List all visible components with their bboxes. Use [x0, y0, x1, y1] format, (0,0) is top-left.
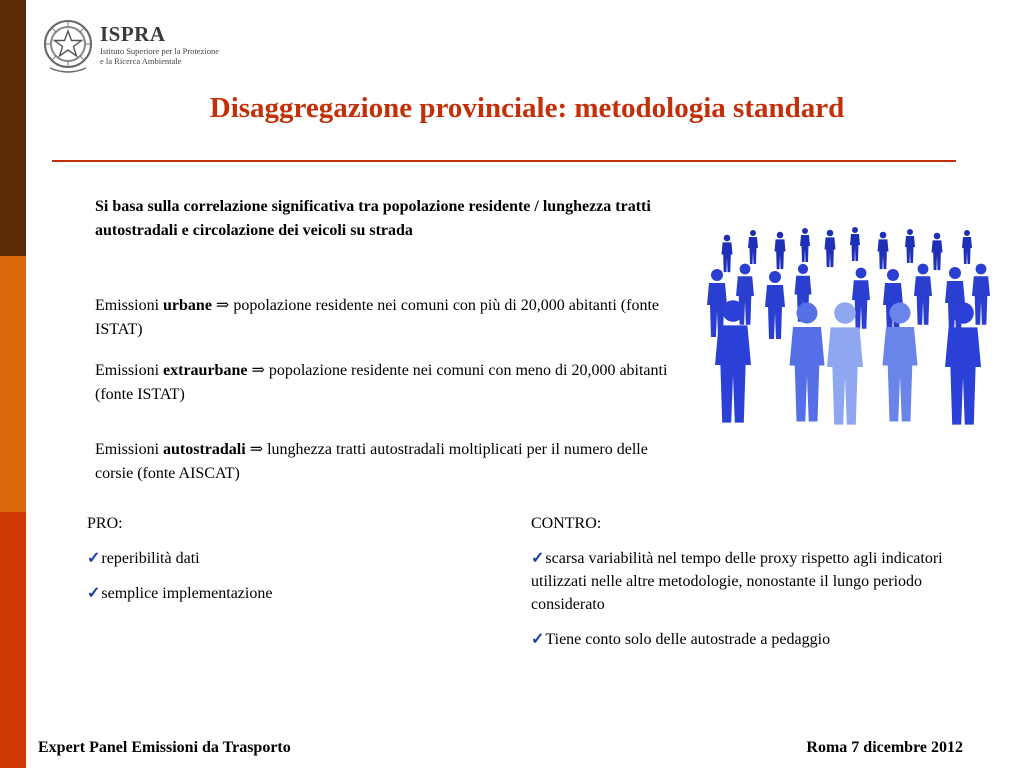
pro-column — [87, 512, 487, 617]
pro-label: PRO: — [87, 515, 123, 532]
pro-item — [87, 547, 487, 570]
crowd-front-row — [715, 300, 981, 424]
logo-subtitle-line1: Istituto Superiore per la Protezione — [100, 46, 219, 56]
footer-left-text: Expert Panel Emissioni da Trasporto — [38, 739, 291, 756]
contro-label: CONTRO: — [531, 515, 602, 532]
contro-item-text: scarsa variabilità nel tempo delle proxy rispetto agli indicatori utilizzati nelle altre metodologie, nonostante il lungo periodo considerato — [531, 550, 943, 613]
crowd-back-row — [722, 227, 973, 272]
sidebar-band-middle — [0, 256, 26, 512]
intro-text: Si basa sulla correlazione significativa tra popolazione residente / lunghezza tratti autostradali e circolazione dei veicoli su strada — [95, 198, 651, 239]
paragraph-keyword: autostradali — [163, 441, 246, 458]
implies-arrow: ⇒ — [211, 297, 234, 314]
italian-republic-emblem-icon — [42, 18, 94, 74]
sidebar-band-bottom — [0, 512, 26, 768]
contro-item — [531, 547, 971, 616]
paragraph-autostradali — [95, 438, 690, 486]
paragraph-prefix: Emissioni — [95, 441, 164, 458]
contro-item-text: Tiene conto solo delle autostrade a pedaggio — [545, 631, 831, 648]
paragraph-text: lunghezza tratti autostradali moltiplicati per il numero delle corsie (fonte AISCAT) — [95, 441, 648, 482]
check-icon: ✓ — [531, 631, 545, 648]
paragraph-keyword: extraurbane — [163, 362, 248, 379]
paragraph-keyword: urbane — [163, 297, 212, 314]
ispra-logo — [42, 18, 242, 76]
contro-column — [531, 512, 971, 663]
pro-item — [87, 582, 487, 605]
pro-item-text: semplice implementazione — [101, 585, 273, 602]
check-icon: ✓ — [531, 550, 545, 567]
footer-right-text: Roma 7 dicembre 2012 — [806, 739, 963, 756]
contro-item — [531, 628, 971, 651]
crowd-silhouettes-image — [705, 205, 990, 427]
implies-arrow: ⇒ — [245, 441, 268, 458]
logo-subtitle — [100, 46, 250, 66]
paragraph-urbane — [95, 294, 690, 342]
logo-name: ISPRA — [100, 22, 166, 46]
pro-item-text: reperibilità dati — [101, 550, 200, 567]
paragraph-text: popolazione residente nei comuni con più di 20,000 abitanti (fonte ISTAT) — [95, 297, 659, 338]
paragraph-prefix: Emissioni — [95, 362, 164, 379]
title-underline — [52, 160, 956, 162]
slide-title: Disaggregazione provinciale: metodologia standard — [209, 92, 845, 124]
logo-subtitle-line2: e la Ricerca Ambientale — [100, 56, 182, 66]
check-icon: ✓ — [87, 550, 101, 567]
implies-arrow: ⇒ — [247, 362, 269, 379]
paragraph-text: popolazione residente nei comuni con meno di 20,000 abitanti (fonte ISTAT) — [95, 362, 668, 403]
paragraph-prefix: Emissioni — [95, 297, 164, 314]
check-icon: ✓ — [87, 585, 101, 602]
paragraph-extraurbane — [95, 359, 690, 407]
sidebar-band-top — [0, 0, 26, 256]
